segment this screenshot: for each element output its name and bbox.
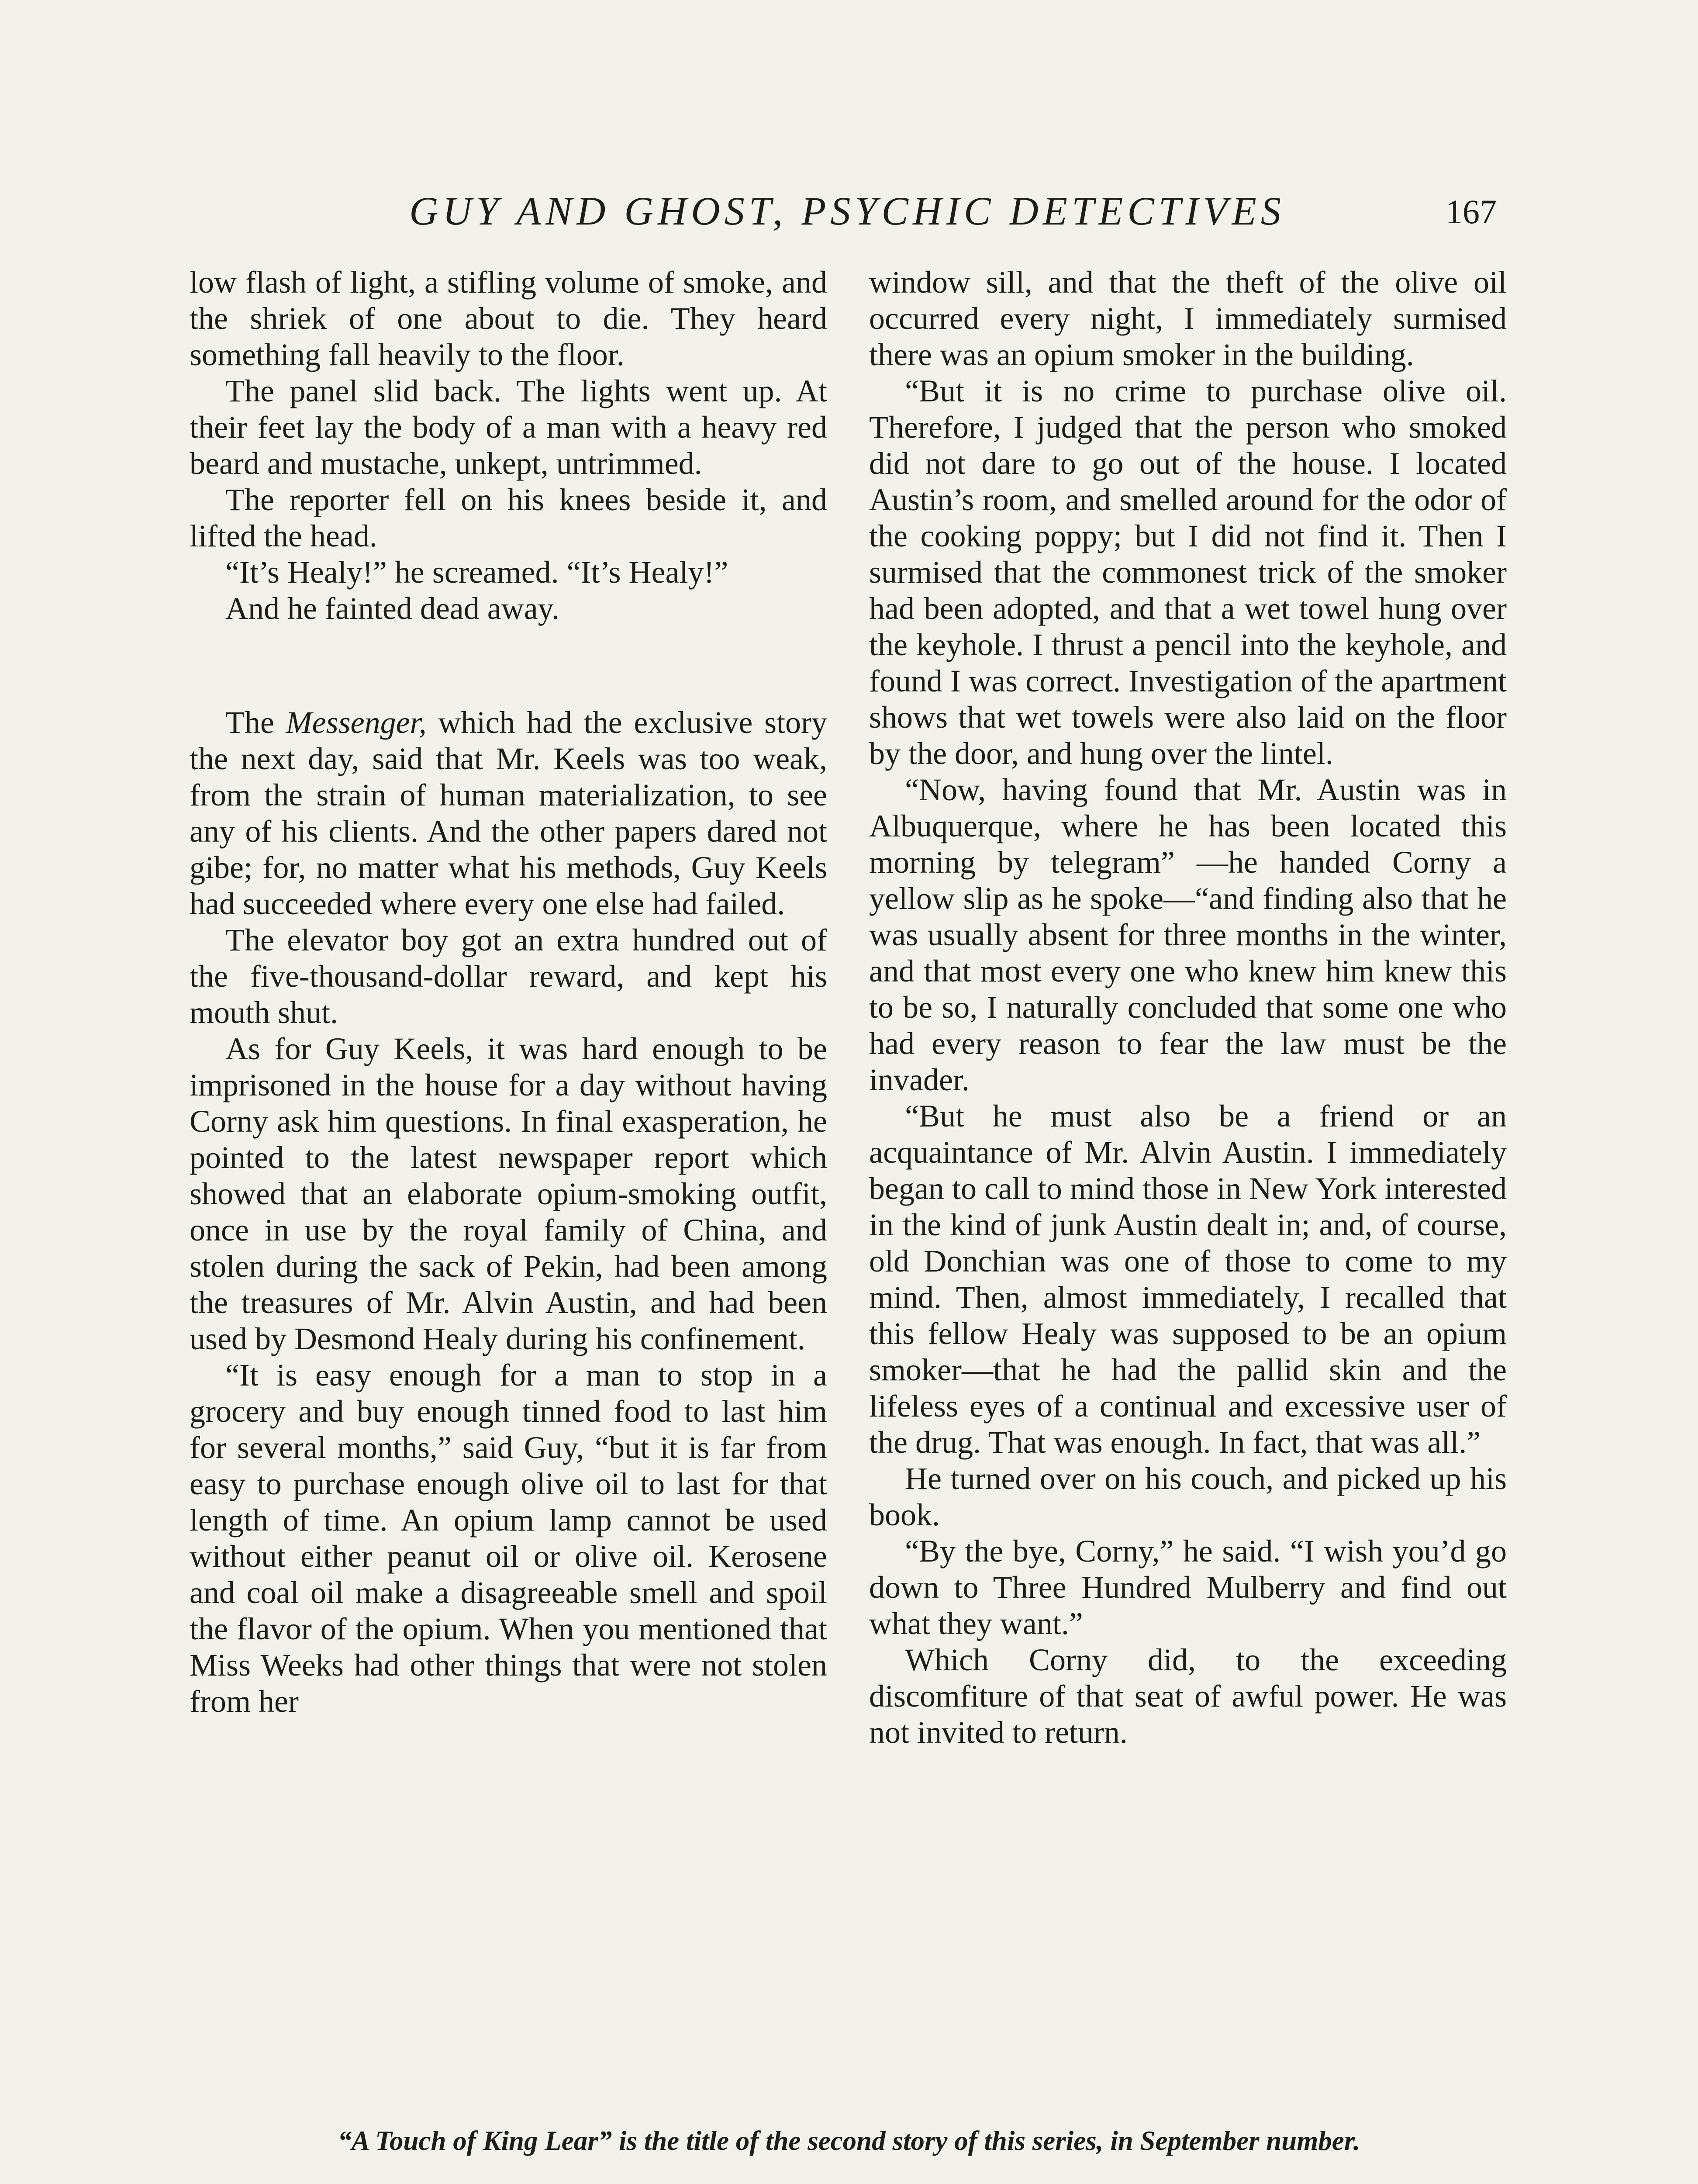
story-paragraph: “But it is no crime to purchase olive oil. Therefore, I judged that the person who smoked did not dare to go out of the house. I located Austin’s room, and smelled around for the odor of the cooking poppy; but I did not find it. Then I surmised that the commonest trick of the smoker had been adopted, and that a wet towel hung over the keyhole. I thrust a pencil into the keyhole, and found I was correct. Investigation of the apartment shows that wet towels were also laid on the floor by the door, and hung over the lintel.	[869, 373, 1507, 771]
messenger-rest: which had the exclusive story the next day, said that Mr. Keels was too weak, from the strain of human materialization, to see any of his clients. And the other papers dared not gibe; for, no matter what his methods, Guy Keels had succeeded where every one else had failed.	[190, 705, 828, 921]
story-paragraph: “It is easy enough for a man to stop in a grocery and buy enough tinned food to last him for several months,” said Guy, “but it is far from easy to purchase enough olive oil to last for that length of time. An opium lamp cannot be used without either peanut oil or olive oil. Kerosene and coal oil make a disagreeable smell and spoil the flavor of the opium. When you mentioned that Miss Weeks had other things that were not stolen from her	[190, 1358, 827, 1719]
next-story-note: “A Touch of King Lear” is the title of the second story of this series, in September number.	[338, 2125, 1360, 2156]
story-paragraph: “But he must also be a friend or an acquaintance of Mr. Alvin Austin. I immediately began to call to mind those in New York interested in the kind of junk Austin dealt in; and, of course, old Donchian was one of those to come to my mind. Then, almost immediately, I recalled that this fellow Healy was supposed to be an opium smoker—that he had the pallid skin and the lifeless eyes of a continual and excessive user of the drug. That was enough. In fact, that was all.”	[869, 1099, 1507, 1460]
story-paragraph: As for Guy Keels, it was hard enough to be imprisoned in the house for a day without having Corny ask him questions. In final exasperation, he pointed to the latest newspaper report which showed that an elaborate opium-smoking outfit, once in use by the royal family of China, and stolen during the sack of Pekin, had been among the treasures of Mr. Alvin Austin, and had been used by Desmond Healy during his confinement.	[190, 1031, 827, 1356]
newspaper-name: Messenger,	[286, 705, 427, 740]
story-paragraph: And he fainted dead away.	[225, 591, 559, 626]
messenger-paragraph	[190, 705, 827, 922]
story-paragraph: window sill, and that the theft of the olive oil occurred every night, I immediately surmised there was an opium smoker in the building.	[869, 265, 1507, 372]
story-paragraph: He turned over on his couch, and picked up his book.	[869, 1461, 1507, 1532]
story-paragraph: Which Corny did, to the exceeding discomfiture of that seat of awful power. He was not invited to return.	[869, 1642, 1507, 1750]
story-paragraph: The reporter fell on his knees beside it, and lifted the head.	[190, 482, 827, 553]
running-head-title: GUY AND GHOST, PSYCHIC DETECTIVES	[409, 189, 1285, 233]
left-column	[190, 264, 827, 1720]
story-paragraph: “It’s Healy!” he screamed. “It’s Healy!”	[225, 555, 728, 590]
page-number: 167	[1446, 193, 1497, 231]
story-paragraph: “Now, having found that Mr. Austin was in Albuquerque, where he has been located this morning by telegram” —he handed Corny a yellow slip as he spoke—“and finding also that he was usually absent for three months in the winter, and that most every one who knew him knew this to be so, I naturally concluded that some one who had every reason to fear the law must be the invader.	[869, 772, 1507, 1097]
story-paragraph: “By the bye, Corny,” he said. “I wish you’d go down to Three Hundred Mulberry and find out what they want.”	[869, 1534, 1507, 1641]
story-paragraph: low flash of light, a stifling volume of smoke, and the shriek of one about to die. They heard something fall heavily to the floor.	[190, 265, 827, 372]
messenger-prefix: The	[225, 705, 286, 740]
story-paragraph: The elevator boy got an extra hundred out of the five-thousand-dollar reward, and kept his mouth shut.	[190, 923, 827, 1030]
right-column	[869, 264, 1507, 1751]
story-paragraph: The panel slid back. The lights went up. At their feet lay the body of a man with a heavy red beard and mustache, unkept, untrimmed.	[190, 373, 827, 481]
